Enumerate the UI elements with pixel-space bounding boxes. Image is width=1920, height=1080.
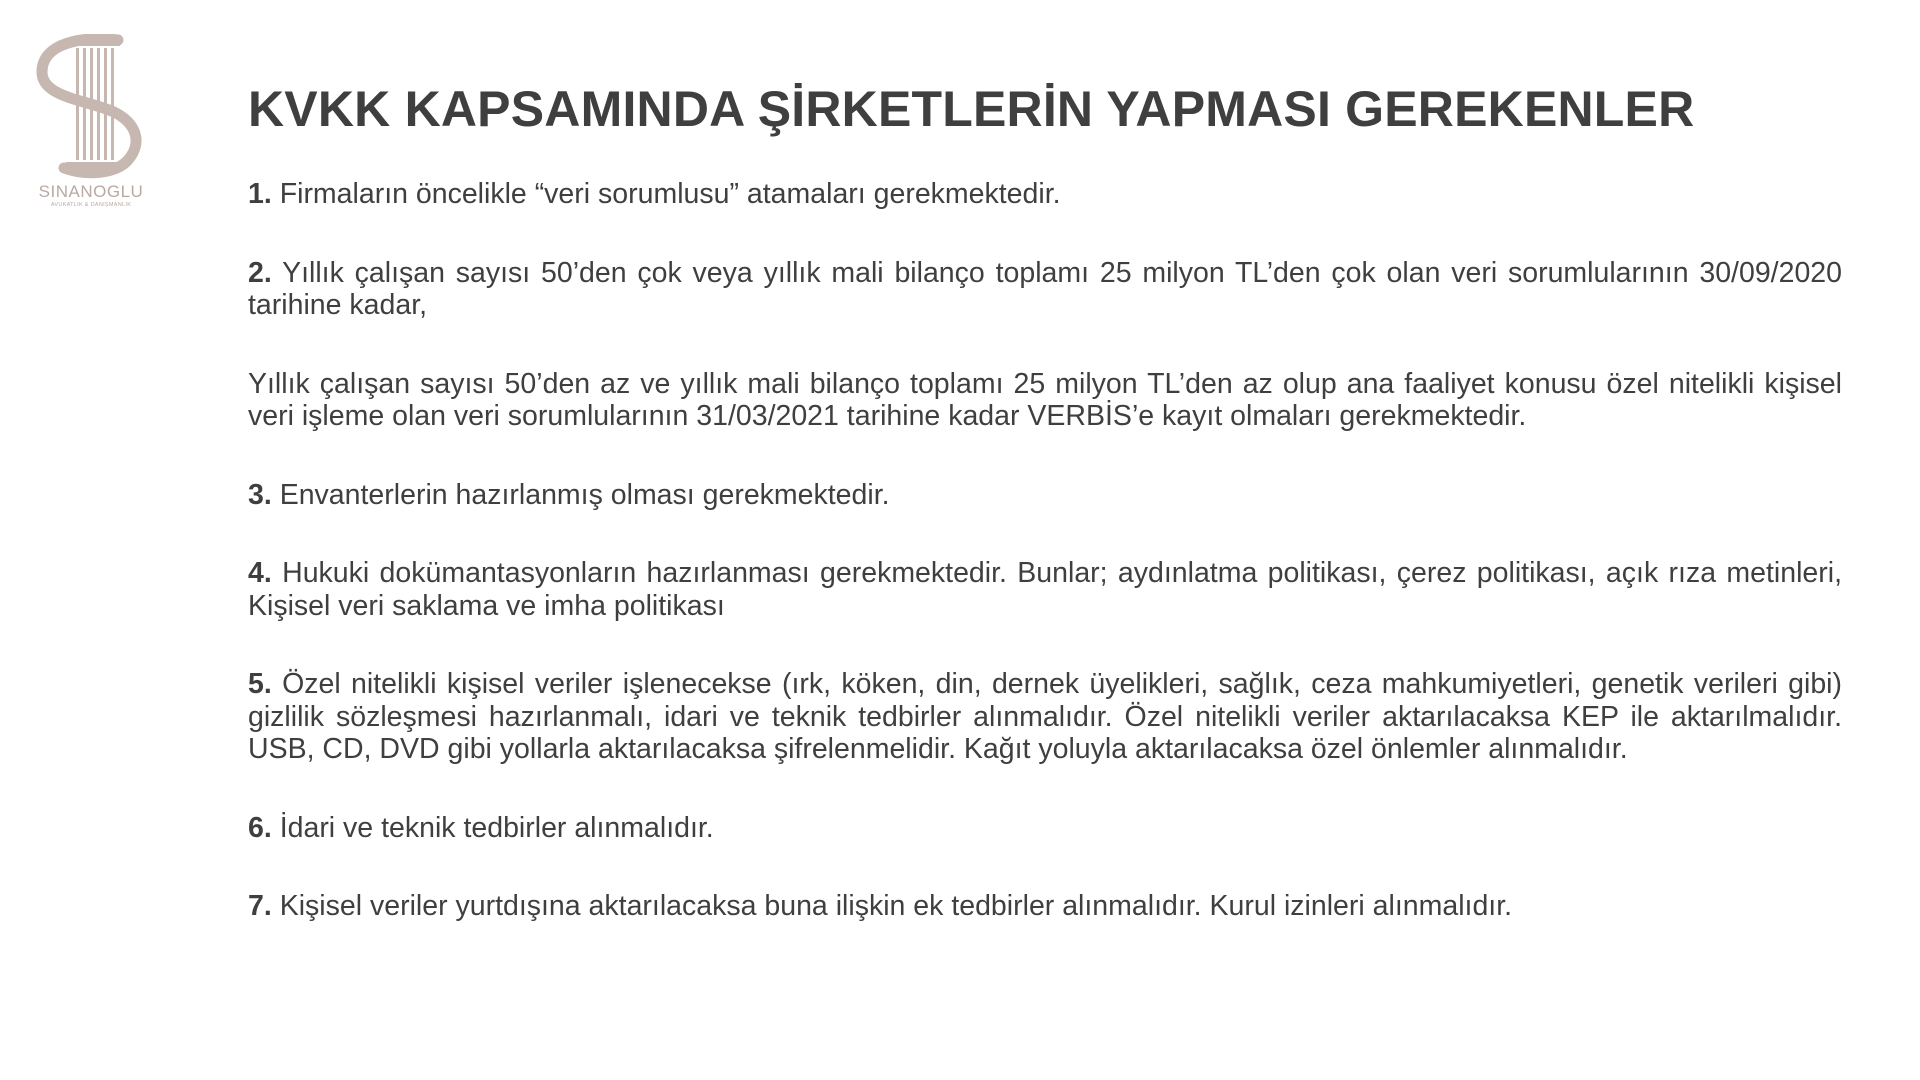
list-item — [248, 812, 1842, 845]
list-item — [248, 479, 1842, 512]
item-number: 7. — [248, 890, 272, 922]
item-number: 3. — [248, 478, 272, 511]
list-item — [248, 890, 1842, 923]
item-text: Özel nitelikli kişisel veriler işlenecekse (ırk, köken, din, dernek üyelikleri, sağlık, ceza mahkumiyetleri, genetik verileri gibi) gizlilik sözleşmesi hazırlanmalı, idari ve teknik tedbirler alınmalıdır. Özel nitelikli veriler aktarılacaksa KEP ile aktarılmalıdır. USB, CD, DVD gibi yollarla aktarılacaksa şifrelenmelidir. Kağıt yoluyla aktarılacaksa özel önlemler alınmalıdır. — [248, 668, 1842, 765]
page-title: KVKK KAPSAMINDA ŞİRKETLERİN YAPMASI GEREKENLER — [248, 81, 1695, 137]
item-text: Firmaların öncelikle “veri sorumlusu” atamaları gerekmektedir. — [271, 178, 1061, 210]
item-text: Kişisel veriler yurtdışına aktarılacaksa buna ilişkin ek tedbirler alınmalıdır. Kurul izinleri alınmalıdır. — [271, 890, 1513, 922]
logo-subtitle: AVUKATLIK & DANIŞMANLIK — [50, 202, 132, 208]
item-number: 4. — [248, 557, 272, 589]
item-number: 6. — [248, 811, 272, 844]
sinanoglu-logo-icon — [36, 34, 146, 180]
item-number: 5. — [248, 668, 272, 700]
item-text: Envanterlerin hazırlanmış olması gerekmektedir. — [271, 478, 890, 511]
item-number: 1. — [248, 178, 272, 210]
list-item — [248, 668, 1842, 766]
list-item — [248, 257, 1842, 322]
logo-name: SINANOGLU — [38, 182, 144, 201]
list-item — [248, 178, 1842, 211]
item-text: Yıllık çalışan sayısı 50’den az ve yıllık mali bilanço toplamı 25 milyon TL’den az olup ana faaliyet konusu özel nitelikli kişisel veri işleme olan veri sorumlularının 31/03/2021 tarihine kadar VERBİS’e kayıt olmaları gerekmektedir. — [248, 367, 1842, 432]
requirements-list — [248, 178, 1842, 923]
item-text: İdari ve teknik tedbirler alınmalıdır. — [271, 811, 714, 844]
list-item — [248, 557, 1842, 622]
item-text: Yıllık çalışan sayısı 50’den çok veya yıllık mali bilanço toplamı 25 milyon TL’den çok olan veri sorumlularının 30/09/2020 tarihine kadar, — [248, 256, 1842, 321]
list-item — [248, 368, 1842, 433]
company-logo — [36, 34, 146, 214]
item-text: Hukuki dokümantasyonların hazırlanması gerekmektedir. Bunlar; aydınlatma politikası, çerez politikası, açık rıza metinleri, Kişisel veri saklama ve imha politikası — [248, 557, 1842, 622]
item-number: 2. — [248, 256, 272, 289]
